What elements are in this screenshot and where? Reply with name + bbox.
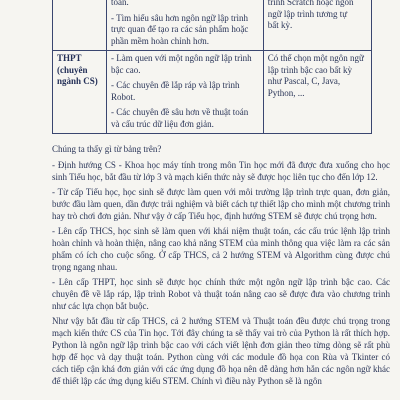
language-cell [263,0,371,51]
content-cell [107,51,264,134]
paragraph: - Định hướng CS - Khoa học máy tính trong môn Tin học mới đã được đưa xuống cho học sinh Tiểu học, bắt đầu từ lớp 3 và mạch kiến thức này sẽ được học liên tục cho đến lớp 12. [52,160,390,182]
level-title: ngành CS) [57,76,98,86]
level-cell [53,0,107,51]
cell-text: toán. [111,0,129,7]
cell-text: bất kỳ. [267,20,293,30]
cell-text: - Tìm hiểu sâu hơn ngôn ngữ lập trình trực quan để tạo ra các sản phẩm hoặc phần mềm hoàn chỉnh hơn. [111,12,249,46]
paragraph: - Lên cấp THCS, học sinh sẽ làm quen với khái niệm thuật toán, các cấu trúc lệnh lập trình hoàn chỉnh và hoàn thiện, nâng cao khả năng STEM của mình thông qua việc làm ra các sản phẩm có ích cho cuộc sống. Ở cấp THCS, cả 2 hướng STEM và Algorithm cùng được chú trọng ngang nhau. [52,226,390,272]
paragraph: - Từ cấp Tiểu học, học sinh sẽ được làm quen với môi trường lập trình trực quan, đơn giản, bước đầu làm quen, dần được trải nghiệm và biết cách tự thiết lập cho mình một chương trình hay trò chơi đơn giản. Như vậy ở cấp Tiểu học, định hướng STEM sẽ được chú trọng hơn. [52,187,390,221]
body-text [52,143,390,387]
language-cell [263,51,371,134]
cell-text: - Các chuyên đề sâu hơn về thuật toán và cấu trúc dữ liệu đơn giản. [111,107,249,129]
curriculum-table [52,0,372,134]
level-title: (chuyên [57,64,88,75]
level-cell [53,51,107,134]
cell-text: trình Scratch hoặc ngôn [267,0,354,7]
cell-text: - Làm quen với một ngôn ngữ lập trình bậc cao. [111,53,252,75]
table-row [53,0,372,51]
table-row [53,51,372,134]
content-cell [107,0,264,51]
question-text: Chúng ta thấy gì từ bảng trên? [52,144,162,154]
cell-text: Có thể chọn một ngôn ngữ lập trình bậc cao bất kỳ như Pascal, C, Java, Python, ... [267,53,364,98]
level-title: THPT [57,53,82,63]
cell-text: - Các chuyên đề lắp ráp và lập trình Robot. [111,80,240,102]
paragraph: Như vậy bắt đầu từ cấp THCS, cả 2 hướng STEM và Thuật toán đều được chú trọng trong mạch kiến thức CS của Tin học. Tới đây chúng ta sẽ thấy vai trò của Python là rất thích hợp. Python là ngôn ngữ lập trình bậc cao với cách viết lệnh đơn giản theo từng dòng sẽ rất phù hợp để học và dạy thuật toán. Python cùng với các module đồ họa con Rùa và Tkinter có cách tiếp cận khá đơn giản với các ứng dụng đồ họa nên dễ dàng hơn hẳn các ngôn ngữ khác để thiết lập các ứng dụng kiểu STEM. Chính vì điều này Python sẽ là ngôn [52,316,390,386]
paragraph: - Lên cấp THPT, học sinh sẽ được học chính thức một ngôn ngữ lập trình bậc cao. Các chuyên đề về lắp ráp, lập trình Robot và thuật toán nâng cao sẽ được đưa vào chương trình như các lựa chọn bắt buộc. [52,277,390,311]
cell-text: ngữ lập trình tương tự [267,8,348,19]
